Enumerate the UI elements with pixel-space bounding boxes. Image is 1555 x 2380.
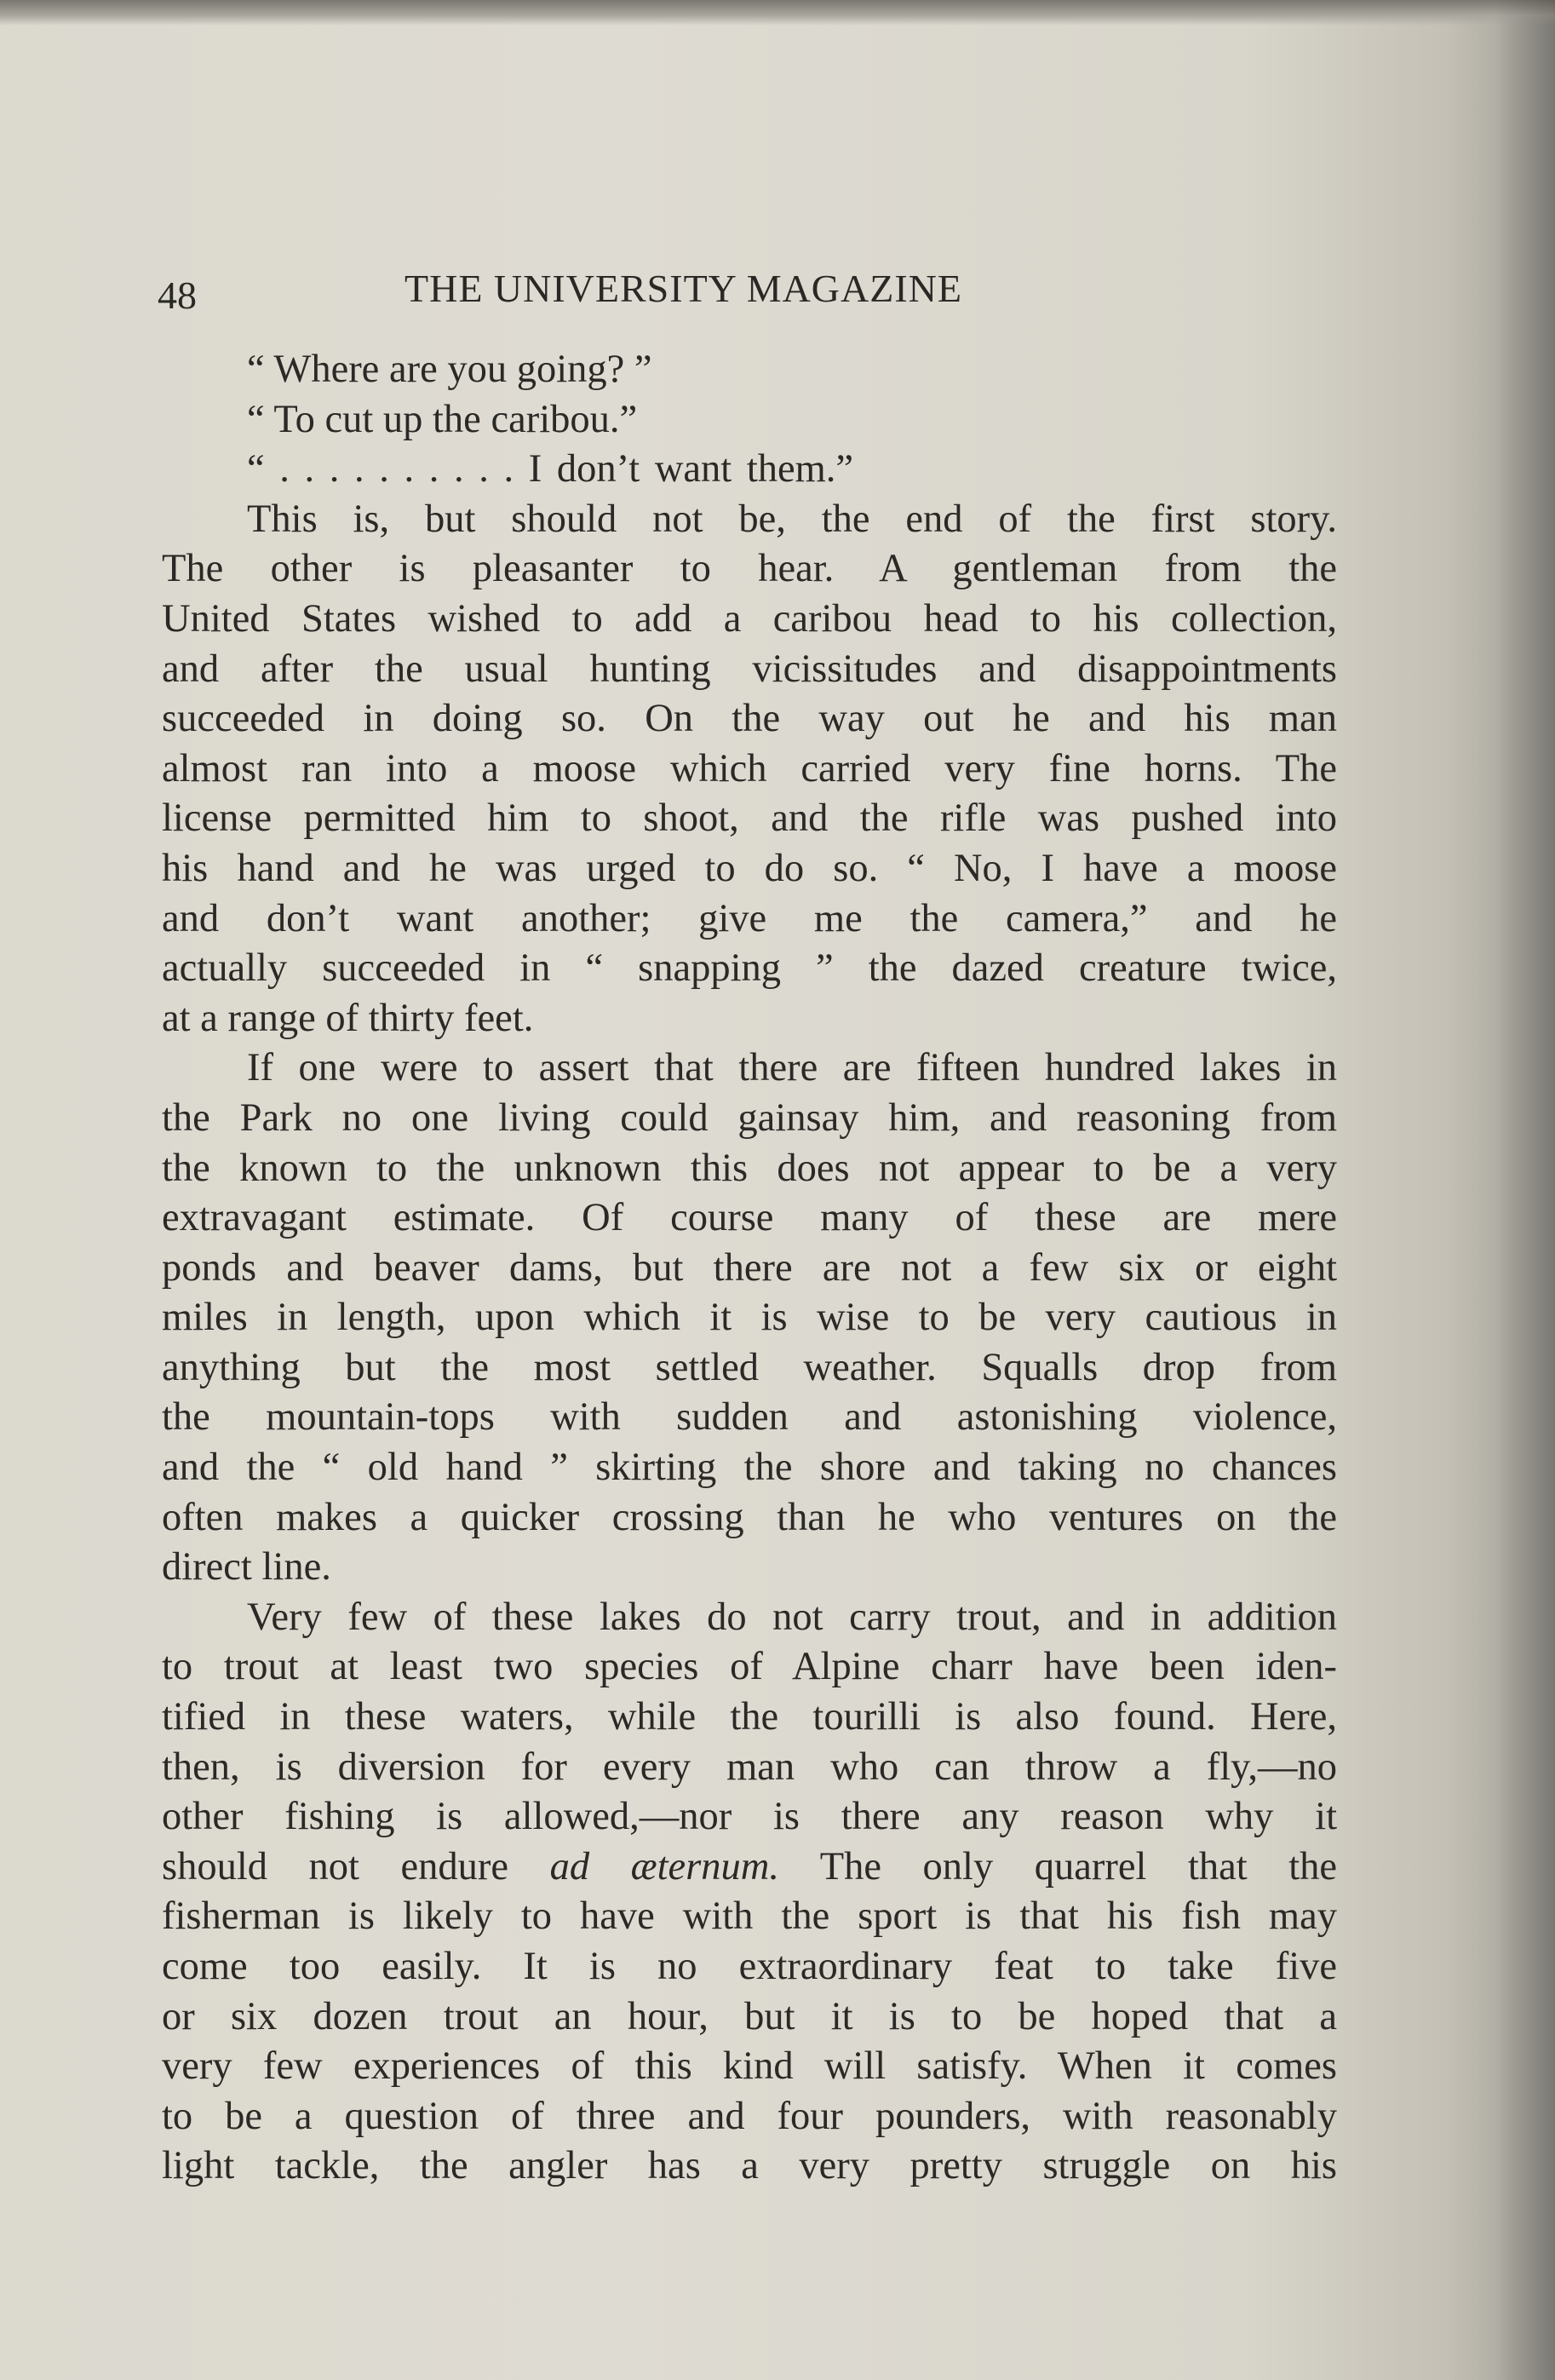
text-line: light tackle, the angler has a very pretty struggle on his [162, 2144, 1337, 2188]
text-segment: The only quarrel that the [819, 1844, 1338, 1888]
text-line: The other is pleasanter to hear. A gentleman from the [162, 547, 1337, 591]
text-line: come too easily. It is no extraordinary feat to take five [162, 1945, 1337, 1988]
text-line: extravagant estimate. Of course many of these are mere [162, 1196, 1337, 1240]
text-line: actually succeeded in “ snapping ” the dazed creature twice, [162, 946, 1337, 991]
text-segment: should not endure [162, 1844, 509, 1888]
text-line: often makes a quicker crossing than he who ventures on the [162, 1495, 1337, 1539]
text-line: ponds and beaver dams, but there are not a few six or eight [162, 1245, 1337, 1290]
text-line: license permitted him to shoot, and the rifle was pushed into [162, 796, 1337, 841]
text-line: Very few of these lakes do not carry trout, and in addition [247, 1595, 1337, 1639]
italic-phrase: ad æternum. [549, 1844, 779, 1888]
text-line: the mountain-tops with sudden and astonishing violence, [162, 1395, 1337, 1440]
text-line: then, is diversion for every man who can throw a fly,—no [162, 1745, 1337, 1789]
text-line: almost ran into a moose which carried very fine horns. The [162, 746, 1337, 790]
text-line: and the “ old hand ” skirting the shore and taking no chances [162, 1446, 1337, 1490]
text-line: or six dozen trout an hour, but it is to be hoped that a [162, 1994, 1337, 2038]
text-line: tified in these waters, while the tourilli is also found. Here, [162, 1695, 1337, 1739]
text-line: to be a question of three and four pounders, with reasonably [162, 2094, 1337, 2138]
text-line: the Park no one living could gainsay him, and reasoning from [162, 1095, 1337, 1140]
text-line: and after the usual hunting vicissitudes and disappointments [162, 647, 1337, 691]
text-line: at a range of thirty feet. [162, 996, 534, 1040]
text-line: “ Where are you going? ” [247, 348, 652, 391]
text-line: “ . . . . . . . . . . I don’t want them.” [247, 447, 854, 492]
text-line: to trout at least two species of Alpine charr have been iden- [162, 1645, 1337, 1689]
text-line: direct line. [162, 1545, 331, 1590]
text-line: If one were to assert that there are fifteen hundred lakes in [247, 1046, 1337, 1090]
text-line: other fishing is allowed,—nor is there any reason why it [162, 1795, 1337, 1839]
page-header [158, 262, 1350, 331]
page-spine-shadow [1495, 0, 1555, 2380]
text-line: This is, but should not be, the end of the first story. [247, 497, 1337, 541]
text-line: miles in length, upon which it is wise to be very cautious in [162, 1296, 1337, 1340]
text-line: the known to the unknown this does not appear to be a very [162, 1146, 1337, 1190]
text-line: succeeded in doing so. On the way out he and his man [162, 697, 1337, 741]
text-line: United States wished to add a caribou head to his collection, [162, 596, 1337, 641]
page-number: 48 [158, 273, 197, 317]
text-line: anything but the most settled weather. Squalls drop from [162, 1345, 1337, 1389]
body-text [162, 345, 1337, 2192]
text-line: very few experiences of this kind will satisfy. When it comes [162, 2044, 1337, 2089]
running-head: THE UNIVERSITY MAGAZINE [405, 267, 962, 310]
text-line: his hand and he was urged to do so. “ No, I have a moose [162, 846, 1337, 890]
text-line: “ To cut up the caribou.” [247, 397, 638, 441]
text-line: fisherman is likely to have with the sport is that his fish may [162, 1894, 1337, 1939]
text-line: and don’t want another; give me the camera,” and he [162, 896, 1337, 940]
page-top-edge [0, 0, 1555, 26]
text-line [162, 1842, 1337, 1893]
